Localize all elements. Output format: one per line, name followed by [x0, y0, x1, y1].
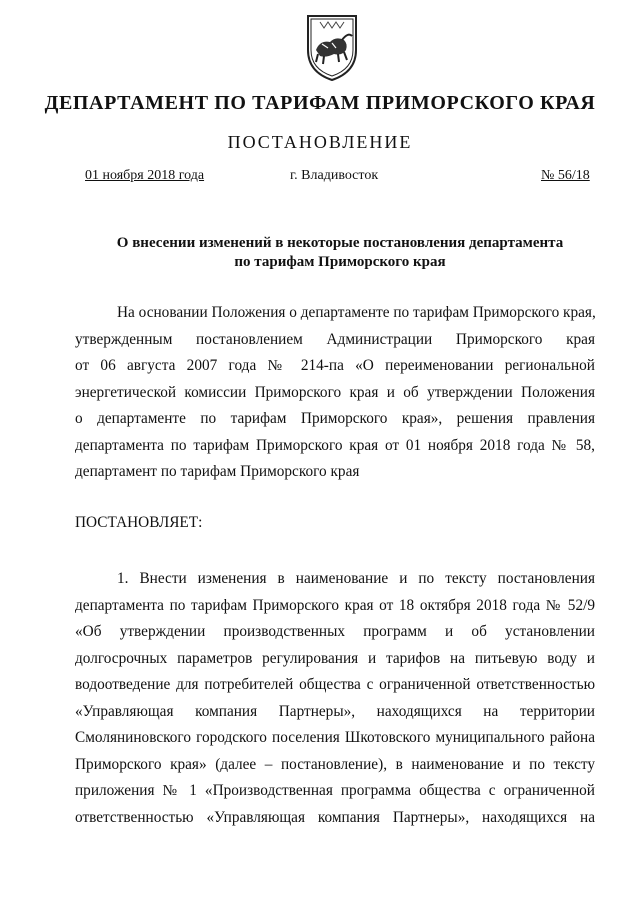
- coat-of-arms-icon: [302, 10, 362, 82]
- paragraph-line: «Управляющая компания Партнеры», находящихся на территории: [75, 702, 595, 720]
- paragraph-line: На основании Положения о департаменте по тарифам Приморского края,: [117, 304, 596, 321]
- document-date: 01 ноября 2018 года: [85, 168, 205, 183]
- document-subject: [80, 234, 600, 272]
- resolve-heading: ПОСТАНОВЛЯЕТ:: [75, 514, 203, 531]
- paragraph-line: водоотведение для потребителей общества с ограниченной ответственностью: [75, 676, 595, 693]
- subject-line: О внесении изменений в некоторые постановления департамента: [116, 235, 564, 251]
- paragraph-line: департамент по тарифам Приморского края: [75, 463, 360, 480]
- document-number: № 56/18: [541, 168, 590, 183]
- paragraph-line: 1. Внести изменения в наименование и по тексту постановления: [117, 570, 595, 587]
- paragraph-line: департамента по тарифам Приморского края от 01 ноября 2018 года № 58,: [75, 436, 595, 454]
- paragraph-line: Смоляниновского городского поселения Шкотовского муниципального района: [75, 729, 595, 746]
- item-1-paragraph: [75, 566, 595, 831]
- paragraph-line: ответственностью «Управляющая компания Партнеры», находящихся на: [75, 808, 595, 826]
- department-title: ДЕПАРТАМЕНТ ПО ТАРИФАМ ПРИМОРСКОГО КРАЯ: [44, 92, 596, 114]
- paragraph-line: о департаменте по тарифам Приморского края», решения правления: [75, 410, 595, 427]
- document-city: г. Владивосток: [290, 168, 379, 183]
- paragraph-line: энергетической комиссии Приморского края и об утверждении Положения: [75, 383, 595, 401]
- paragraph-line: департамента по тарифам Приморского края от 18 октября 2018 года № 52/9: [75, 596, 595, 614]
- paragraph-line: приложения № 1 «Производственная программа общества с ограниченной: [75, 782, 595, 799]
- subject-line: по тарифам Приморского края: [234, 254, 446, 270]
- paragraph-line: «Об утверждении производственных программ и об установлении: [75, 623, 595, 640]
- paragraph-line: от 06 августа 2007 года № 214-па «О переименовании региональной: [75, 357, 595, 374]
- paragraph-line: утвержденным постановлением Администрации Приморского края: [75, 330, 595, 348]
- paragraph-line: Приморского края» (далее – постановление), в наименование и по тексту: [75, 755, 595, 773]
- paragraph-line: долгосрочных параметров регулирования и тарифов на питьевую воду и: [75, 649, 595, 667]
- document-type: ПОСТАНОВЛЕНИЕ: [227, 132, 413, 152]
- intro-paragraph: [75, 300, 595, 486]
